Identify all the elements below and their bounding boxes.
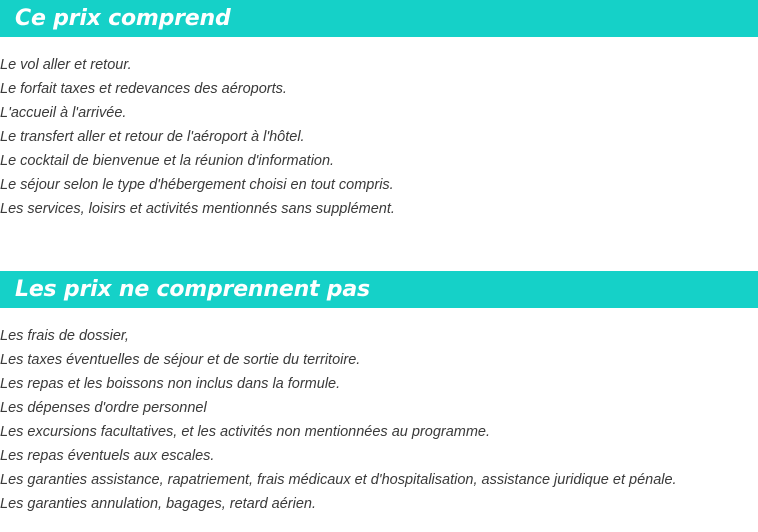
list-item: Le transfert aller et retour de l'aéroport à l'hôtel. <box>0 129 305 145</box>
section-title-price-excludes: Les prix ne comprennent pas <box>0 271 758 308</box>
list-item: Les excursions facultatives, et les activités non mentionnées au programme. <box>0 424 491 440</box>
list-item: L'accueil à l'arrivée. <box>0 105 127 121</box>
list-item: Les repas éventuels aux escales. <box>0 448 215 464</box>
list-item: Les taxes éventuelles de séjour et de sortie du territoire. <box>0 352 361 368</box>
list-item: Le cocktail de bienvenue et la réunion d'information. <box>0 153 335 169</box>
list-item: Les repas et les boissons non inclus dans la formule. <box>0 376 341 392</box>
list-item: Les garanties assistance, rapatriement, frais médicaux et d'hospitalisation, assistance juridique et pénale. <box>0 472 677 488</box>
price-includes-list <box>0 53 395 221</box>
list-item: Les dépenses d'ordre personnel <box>0 400 207 416</box>
list-item: Le forfait taxes et redevances des aéroports. <box>0 81 287 97</box>
list-item: Les frais de dossier, <box>0 328 129 344</box>
list-item: Le vol aller et retour. <box>0 57 132 73</box>
list-item: Le séjour selon le type d'hébergement choisi en tout compris. <box>0 177 394 193</box>
list-item: Les garanties annulation, bagages, retard aérien. <box>0 496 316 512</box>
section-title-price-includes: Ce prix comprend <box>0 0 758 37</box>
list-item: Les services, loisirs et activités mentionnés sans supplément. <box>0 201 395 217</box>
price-excludes-list <box>0 324 677 516</box>
